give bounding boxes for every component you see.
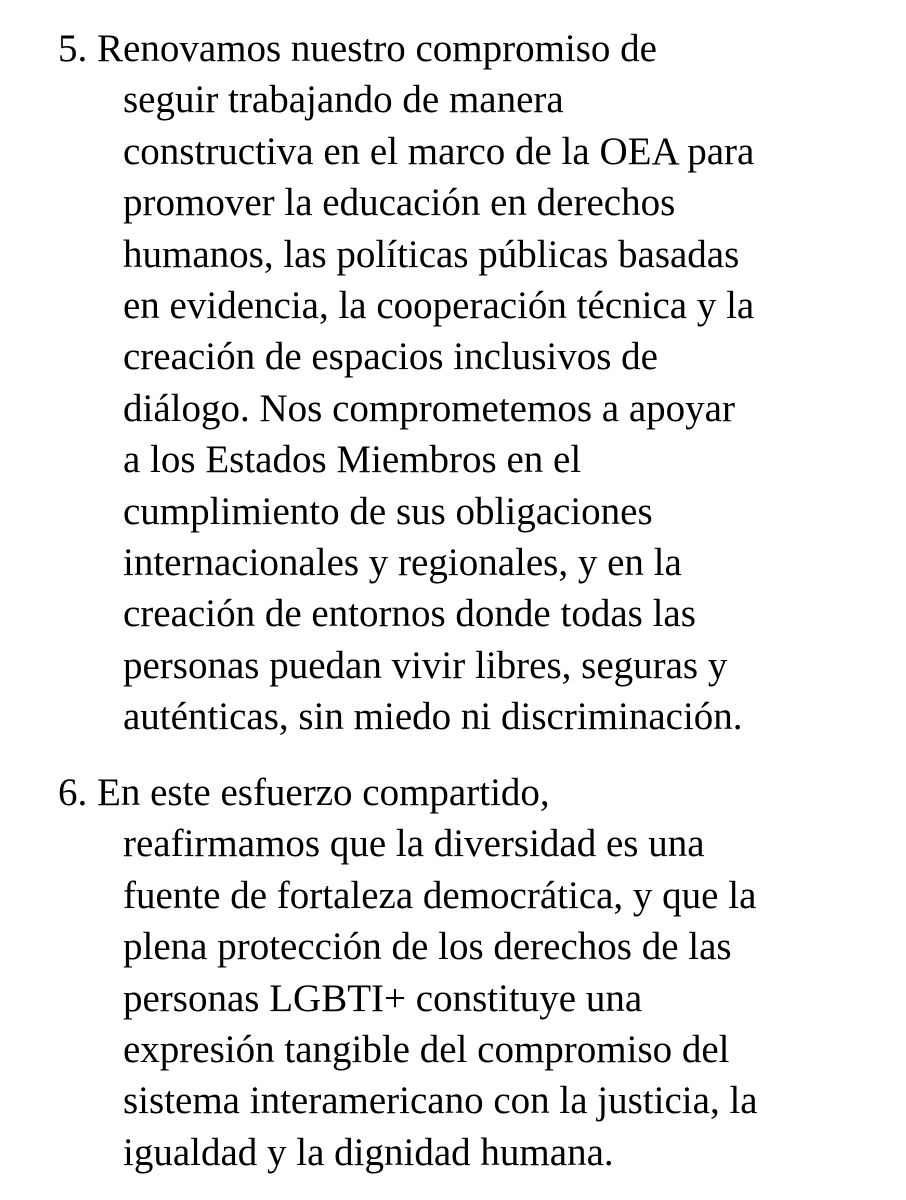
numbered-paragraph-5 [58, 23, 858, 743]
paragraph-line: auténticas, sin miedo ni discriminación. [123, 695, 743, 739]
paragraph-line: Renovamos nuestro compromiso de [97, 27, 657, 70]
paragraph-line: humanos, las políticas públicas basadas [123, 232, 740, 276]
paragraph-line: igualdad y la dignidad humana. [123, 1130, 614, 1174]
paragraph-line: cumplimiento de sus obligaciones [123, 489, 653, 533]
paragraph-line: constructiva en el marco de la OEA para [123, 129, 755, 173]
paragraph-line: en evidencia, la cooperación técnica y la [123, 284, 755, 328]
paragraph-line: expresión tangible del compromiso del [123, 1028, 730, 1072]
paragraph-line: seguir trabajando de manera [123, 78, 564, 122]
paragraph-line: fuente de fortaleza democrática, y que la [123, 873, 757, 917]
item-number: 5. [58, 27, 88, 70]
paragraph-line: internacionales y regionales, y en la [123, 541, 682, 585]
paragraph-line: creación de entornos donde todas las [123, 592, 696, 636]
paragraph-line: a los Estados Miembros en el [123, 438, 582, 482]
paragraph-line: promover la educación en derechos [123, 181, 676, 225]
paragraph-line: diálogo. Nos comprometemos a apoyar [123, 386, 735, 430]
paragraph-first-line [58, 23, 858, 74]
numbered-paragraph-6 [58, 767, 858, 1178]
item-number: 6. [58, 771, 88, 814]
paragraph-line: reafirmamos que la diversidad es una [123, 822, 705, 866]
paragraph-line: personas puedan vivir libres, seguras y [123, 643, 728, 687]
paragraph-line: En este esfuerzo compartido, [97, 771, 550, 814]
paragraph-line: plena protección de los derechos de las [123, 925, 732, 969]
paragraph-first-line [58, 767, 858, 818]
paragraph-line: personas LGBTI+ constituye una [123, 976, 643, 1020]
paragraph-line: sistema interamericano con la justicia, la [123, 1079, 758, 1123]
paragraph-line: creación de espacios inclusivos de [123, 335, 658, 379]
